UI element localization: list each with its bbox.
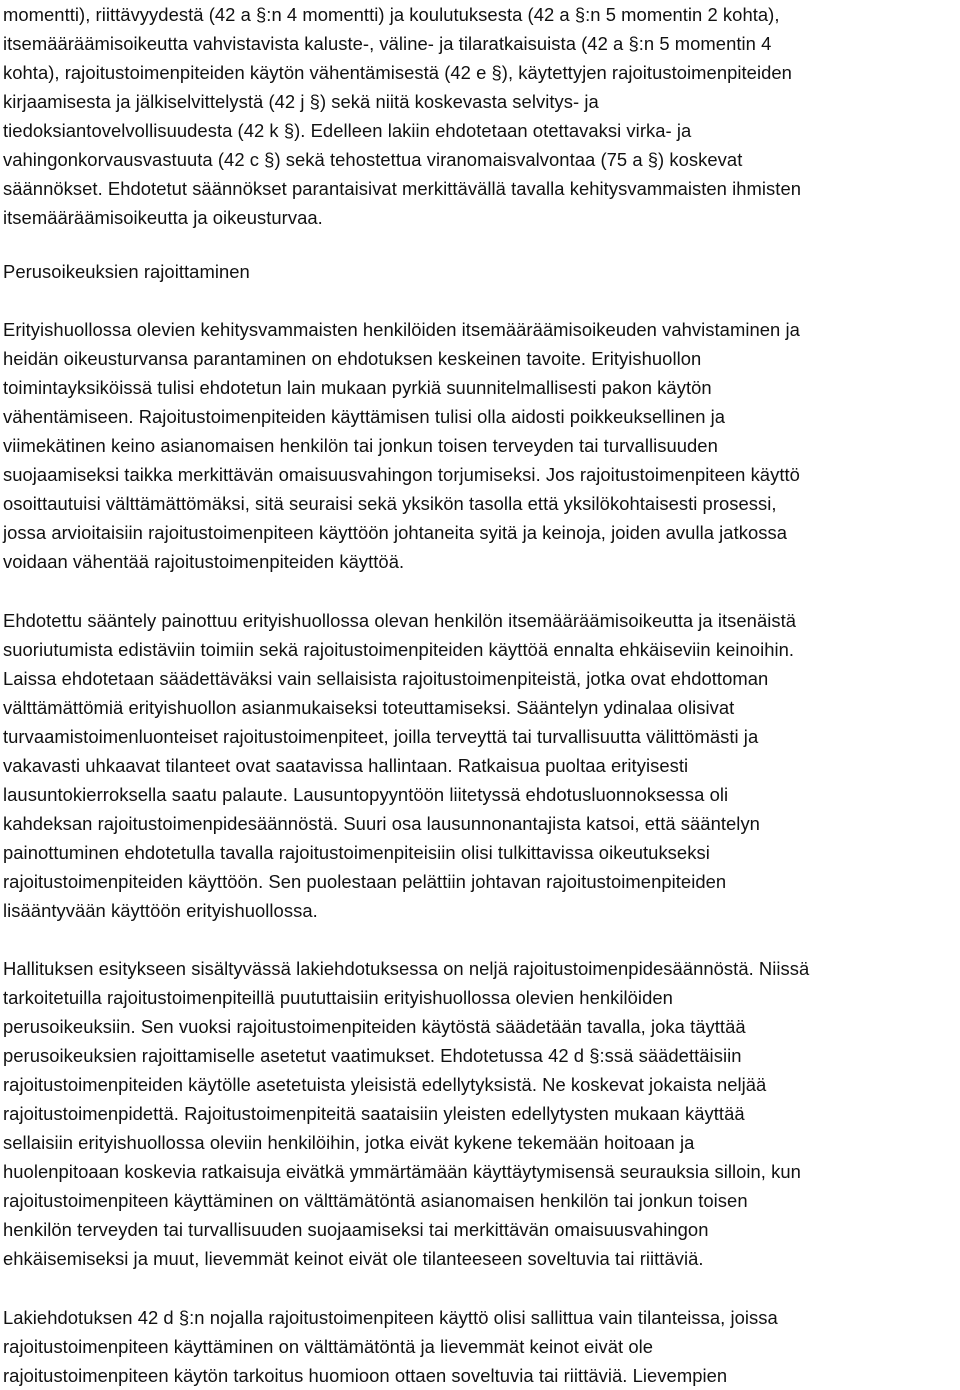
text-line: turvaamistoimenluonteiset rajoitustoimenpiteet, joilla terveyttä tai turvallisuutta välittömästi ja (3, 726, 759, 747)
text-line: säännökset. Ehdotetut säännökset parantaisivat merkittävällä tavalla kehitysvammaisten ihmisten (3, 178, 801, 199)
text-line: momentti), riittävyydestä (42 a §:n 4 momentti) ja koulutuksesta (42 a §:n 5 momentin 2 kohta), (3, 4, 780, 25)
text-line: Hallituksen esitykseen sisältyvässä lakiehdotuksessa on neljä rajoitustoimenpidesäännöstä. Niissä (3, 958, 810, 979)
text-line: Laissa ehdotetaan säädettäväksi vain sellaisista rajoitustoimenpiteistä, jotka ovat ehdottoman (3, 668, 769, 689)
text-line: huolenpitoaan koskevia ratkaisuja eivätkä ymmärtämään käyttäytymisensä seurauksia silloin, kun (3, 1161, 801, 1182)
paragraph-intro-continuation (3, 0, 801, 232)
text-line: rajoitustoimenpiteiden käytölle asetetuista yleisistä edellytyksistä. Ne koskevat jokaista neljää (3, 1074, 767, 1095)
text-line: jossa arvioitaisiin rajoitustoimenpiteen käyttöön johtaneita syitä ja keinoja, joiden avulla jatkossa (3, 522, 788, 543)
section-heading (3, 257, 250, 286)
text-line: Lakiehdotuksen 42 d §:n nojalla rajoitustoimenpiteen käyttö olisi sallittua vain tilanteissa, joissa (3, 1307, 778, 1328)
paragraph (3, 315, 800, 576)
text-line: osoittautuisi välttämättömäksi, sitä seuraisi sekä yksikön tasolla että yksilökohtaisesti prosessi, (3, 493, 777, 514)
text-line: vakavasti uhkaavat tilanteet ovat saatavissa hallintaan. Ratkaisua puoltaa erityisesti (3, 755, 689, 776)
text-line: suoriutumista edistäviin toimiin sekä rajoitustoimenpiteiden käyttöä ennalta ehkäiseviin keinoihin. (3, 639, 795, 660)
paragraph (3, 1303, 778, 1390)
text-line: välttämättömiä erityishuollon asianmukaiseksi toteuttamiseksi. Sääntelyn ydinalaa olisivat (3, 697, 735, 718)
text-line: henkilön terveyden tai turvallisuuden suojaamiseksi tai merkittävän omaisuusvahingon (3, 1219, 709, 1240)
text-line: toimintayksiköissä tulisi ehdotetun lain mukaan pyrkiä suunnitelmallisesti pakon käytön (3, 377, 712, 398)
text-line: suojaamiseksi taikka merkittävän omaisuusvahingon torjumiseksi. Jos rajoitustoimenpiteen käyttö (3, 464, 800, 485)
text-line: viimekätinen keino asianomaisen henkilön tai jonkun toisen terveyden tai turvallisuuden (3, 435, 718, 456)
text-line: tiedoksiantovelvollisuudesta (42 k §). Edelleen lakiin ehdotetaan otettavaksi virka- ja (3, 120, 692, 141)
text-line: voidaan vähentää rajoitustoimenpiteiden käyttöä. (3, 551, 405, 572)
text-line: rajoitustoimenpiteiden käyttöön. Sen puolestaan pelättiin johtavan rajoitustoimenpiteiden (3, 871, 727, 892)
paragraph (3, 606, 796, 925)
text-line: rajoitustoimenpiteen käytön tarkoitus huomioon ottaen soveltuvia tai riittäviä. Lievempien (3, 1365, 728, 1386)
text-line: sellaisiin erityishuollossa oleviin henkilöihin, jotka eivät kykene tekemään hoitoaan ja (3, 1132, 695, 1153)
text-line: ehkäisemiseksi ja muut, lievemmät keinot eivät ole tilanteeseen soveltuvia tai riittäviä. (3, 1248, 704, 1269)
text-line: kirjaamisesta ja jälkiselvittelystä (42 j §) sekä niitä koskevasta selvitys- ja (3, 91, 599, 112)
text-line: lausuntokierroksella saatu palaute. Lausuntopyyntöön liitetyssä ehdotusluonnoksessa oli (3, 784, 729, 805)
text-line: itsemääräämisoikeutta ja oikeusturvaa. (3, 207, 323, 228)
text-line: Ehdotettu sääntely painottuu erityishuollossa olevan henkilön itsemääräämisoikeutta ja itsenäistä (3, 610, 797, 631)
text-line: tarkoitetuilla rajoitustoimenpiteillä puututtaisiin erityishuollossa olevien henkilöiden (3, 987, 673, 1008)
text-line: rajoitustoimenpiteen käyttäminen on välttämätöntä ja lievemmät keinot eivät ole (3, 1336, 654, 1357)
text-line: lisääntyvään käyttöön erityishuollossa. (3, 900, 318, 921)
heading-text: Perusoikeuksien rajoittaminen (3, 261, 250, 282)
paragraph (3, 954, 809, 1273)
text-line: painottuminen ehdotetulla tavalla rajoitustoimenpiteisiin olisi tulkittavissa oikeutukseksi (3, 842, 710, 863)
text-line: kahdeksan rajoitustoimenpidesäännöstä. Suuri osa lausunnonantajista katsoi, että sääntelyn (3, 813, 760, 834)
text-line: perusoikeuksien rajoittamiselle asetetut vaatimukset. Ehdotetussa 42 d §:ssä säädettäisiin (3, 1045, 742, 1066)
text-line: kohta), rajoitustoimenpiteiden käytön vähentämisestä (42 e §), käytettyjen rajoitustoimenpiteiden (3, 62, 792, 83)
text-line: Erityishuollossa olevien kehitysvammaisten henkilöiden itsemääräämisoikeuden vahvistaminen ja (3, 319, 800, 340)
text-line: itsemääräämisoikeutta vahvistavista kaluste-, väline- ja tilaratkaisuista (42 a §:n 5 momentin 4 (3, 33, 772, 54)
text-line: rajoitustoimenpidettä. Rajoitustoimenpiteitä saataisiin yleisten edellytysten mukaan käyttää (3, 1103, 745, 1124)
text-line: vahingonkorvausvastuuta (42 c §) sekä tehostettua viranomaisvalvontaa (75 a §) koskevat (3, 149, 743, 170)
text-line: rajoitustoimenpiteen käyttäminen on välttämätöntä asianomaisen henkilön tai jonkun toisen (3, 1190, 748, 1211)
text-line: perusoikeuksiin. Sen vuoksi rajoitustoimenpiteiden käytöstä säädetään tavalla, joka täyttää (3, 1016, 746, 1037)
text-line: heidän oikeusturvansa parantaminen on ehdotuksen keskeinen tavoite. Erityishuollon (3, 348, 702, 369)
text-line: vähentämiseen. Rajoitustoimenpiteiden käyttämisen tulisi olla aidosti poikkeuksellinen ja (3, 406, 726, 427)
